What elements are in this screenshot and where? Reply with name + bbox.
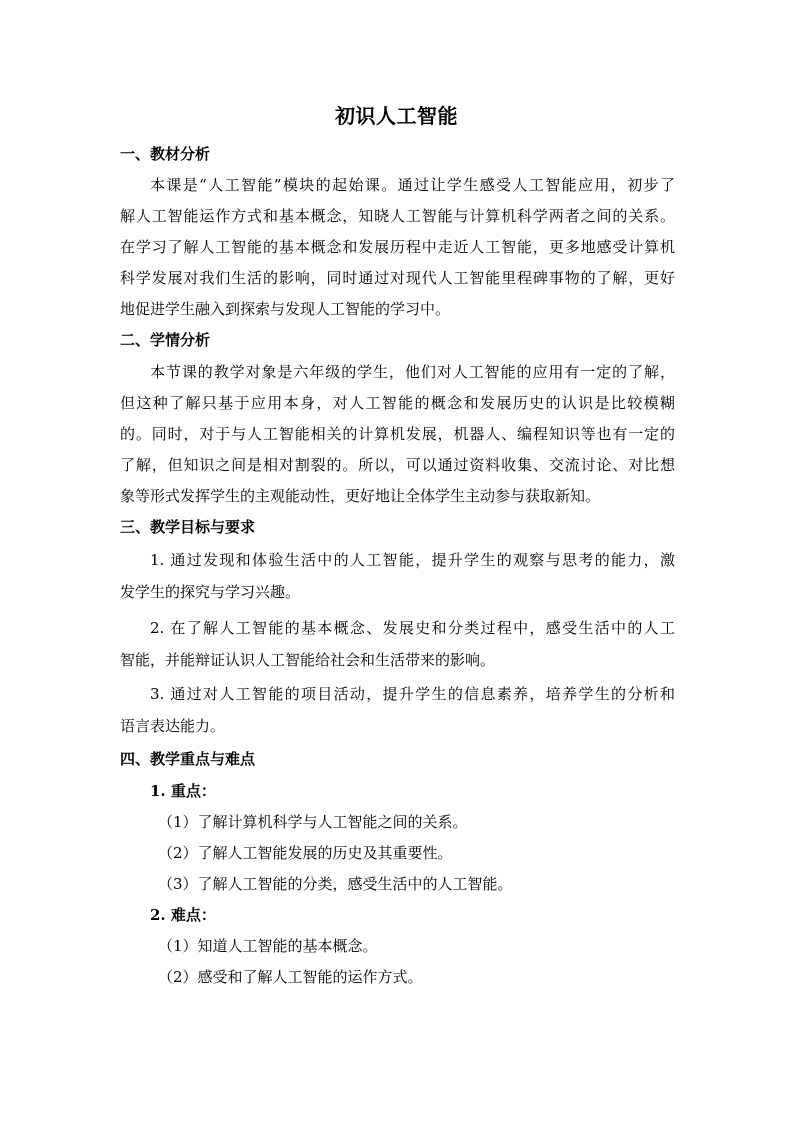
goal-line: 发学生的探究与学习兴趣。 [120,583,301,601]
key-point-item: （1）了解计算机科学与人工智能之间的关系。 [158,813,468,831]
document-title: 初识人工智能 [335,104,458,128]
paragraph-line: 但这种了解只基于应用本身，对人工智能的概念和发展历史的认识是比较模糊 [120,394,675,412]
paragraph-line: 在学习了解人工智能的基本概念和发展历程中走近人工智能，更多地感受计算机 [120,238,675,256]
paragraph-line: 本节课的教学对象是六年级的学生，他们对人工智能的应用有一定的了解， [150,363,675,381]
difficulty-item: （2）感受和了解人工智能的运作方式。 [158,968,423,986]
goal-line: 2. 在了解人工智能的基本概念、发展史和分类过程中，感受生活中的人工 [150,619,675,637]
paragraph-line: 本课是“人工智能”模块的起始课。通过让学生感受人工智能应用，初步了 [150,176,675,194]
difficulty-item: （1）知道人工智能的基本概念。 [158,937,378,955]
paragraph-line: 地促进学生融入到探索与发现人工智能的学习中。 [120,300,451,318]
section-heading-key-points: 四、教学重点与难点 [120,750,256,768]
paragraph-line: 象等形式发挥学生的主观能动性，更好地让全体学生主动参与获取新知。 [120,487,601,505]
section-heading-textbook-analysis: 一、教材分析 [120,145,211,163]
subheading-key-points: 1. 重点： [150,782,216,800]
section-heading-learner-analysis: 二、学情分析 [120,331,211,349]
paragraph-line: 的。同时，对于与人工智能相关的计算机发展，机器人、编程知识等也有一定的 [120,425,675,443]
paragraph-line: 了解，但知识之间是相对割裂的。所以，可以通过资料收集、交流讨论、对比想 [120,456,675,474]
goal-line: 智能，并能辩证认识人工智能给社会和生活带来的影响。 [120,651,496,669]
goal-line: 语言表达能力。 [120,717,226,735]
key-point-item: （3）了解人工智能的分类，感受生活中的人工智能。 [158,875,513,893]
subheading-difficulties: 2. 难点： [150,906,216,924]
goal-line: 3. 通过对人工智能的项目活动，提升学生的信息素养，培养学生的分析和 [150,685,675,703]
paragraph-line: 科学发展对我们生活的影响，同时通过对现代人工智能里程碑事物的了解，更好 [120,269,675,287]
section-heading-goals: 三、教学目标与要求 [120,518,256,536]
paragraph-line: 解人工智能运作方式和基本概念，知晓人工智能与计算机科学两者之间的关系。 [120,207,675,225]
goal-line: 1. 通过发现和体验生活中的人工智能，提升学生的观察与思考的能力，激 [150,551,675,569]
key-point-item: （2）了解人工智能发展的历史及其重要性。 [158,844,453,862]
